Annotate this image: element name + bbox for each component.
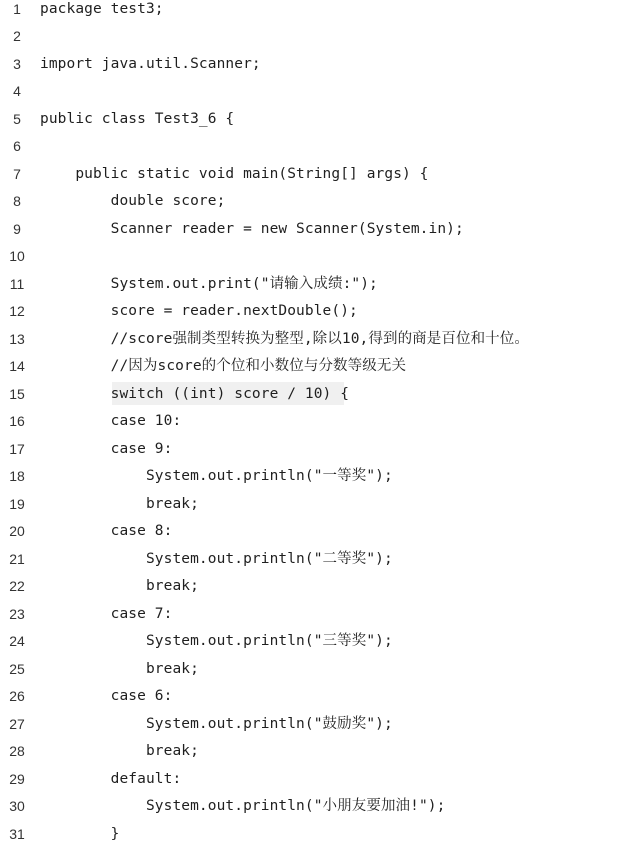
code-line[interactable]: [0, 738, 619, 766]
line-number: 3: [13, 55, 21, 72]
line-code[interactable]: case 8:: [40, 523, 173, 539]
code-line[interactable]: [0, 820, 619, 848]
line-number: 16: [9, 413, 25, 430]
code-line[interactable]: [0, 490, 619, 518]
line-number: 15: [9, 385, 25, 402]
code-line[interactable]: [0, 23, 619, 51]
line-number: 8: [13, 193, 21, 210]
line-code[interactable]: //score强制类型转换为整型,除以10,得到的商是百位和十位。: [40, 330, 529, 347]
line-number: 9: [13, 220, 21, 237]
line-code[interactable]: package test3;: [40, 0, 164, 17]
line-code[interactable]: break;: [40, 578, 199, 594]
line-code[interactable]: double score;: [40, 193, 226, 209]
line-number: 2: [13, 28, 21, 45]
line-number: 18: [9, 468, 25, 485]
line-number: 13: [9, 330, 25, 347]
line-code[interactable]: System.out.println("三等奖");: [40, 633, 393, 649]
code-line[interactable]: [0, 765, 619, 793]
code-line[interactable]: [0, 243, 619, 271]
line-number: 1: [13, 0, 21, 17]
line-number: 19: [9, 495, 25, 512]
line-code[interactable]: System.out.println("二等奖");: [40, 550, 393, 567]
code-line[interactable]: [0, 408, 619, 436]
code-line[interactable]: [0, 215, 619, 243]
line-number: 10: [9, 248, 25, 265]
code-line[interactable]: [0, 710, 619, 738]
line-number: 21: [9, 550, 25, 567]
line-number: 11: [9, 275, 25, 292]
line-number: 14: [9, 358, 25, 375]
code-line[interactable]: [0, 50, 619, 78]
line-code[interactable]: break;: [40, 660, 199, 677]
code-line[interactable]: [0, 188, 619, 216]
code-line[interactable]: [0, 628, 619, 656]
line-number: 22: [9, 578, 25, 595]
line-code[interactable]: case 7:: [40, 605, 173, 622]
code-line[interactable]: [0, 518, 619, 546]
line-number: 6: [13, 138, 21, 155]
line-number: 28: [9, 743, 25, 760]
line-code[interactable]: case 10:: [40, 413, 182, 429]
line-code[interactable]: System.out.println("一等奖");: [40, 468, 393, 484]
code-line[interactable]: [0, 655, 619, 683]
line-number: 31: [9, 825, 25, 842]
code-line[interactable]: [0, 160, 619, 188]
line-number: 20: [9, 523, 25, 540]
line-code[interactable]: case 6:: [40, 688, 173, 704]
line-code[interactable]: }: [40, 825, 120, 842]
code-line[interactable]: [0, 545, 619, 573]
line-code[interactable]: //因为score的个位和小数位与分数等级无关: [40, 358, 407, 374]
line-code[interactable]: import java.util.Scanner;: [40, 55, 261, 72]
code-line[interactable]: [0, 0, 619, 23]
line-code[interactable]: break;: [40, 743, 199, 759]
line-number: 25: [9, 660, 25, 677]
line-number: 12: [9, 303, 25, 320]
code-line[interactable]: [0, 463, 619, 491]
line-number: 24: [9, 633, 25, 650]
code-line[interactable]: [0, 600, 619, 628]
line-code[interactable]: score = reader.nextDouble();: [40, 303, 358, 319]
line-number: 17: [9, 440, 25, 457]
line-number: 4: [13, 83, 21, 100]
line-number: 23: [9, 605, 25, 622]
line-number: 27: [9, 715, 25, 732]
code-line[interactable]: [0, 573, 619, 601]
line-code[interactable]: Scanner reader = new Scanner(System.in);: [40, 220, 464, 237]
code-line[interactable]: [0, 380, 619, 408]
code-line[interactable]: [0, 105, 619, 133]
code-line[interactable]: [0, 683, 619, 711]
code-line[interactable]: [0, 78, 619, 106]
code-line[interactable]: [0, 353, 619, 381]
line-code[interactable]: System.out.print("请输入成绩:");: [40, 275, 378, 292]
line-number: 7: [13, 165, 21, 182]
line-code[interactable]: public static void main(String[] args) {: [40, 165, 429, 182]
code-line[interactable]: [0, 270, 619, 298]
code-line[interactable]: [0, 793, 619, 821]
line-code[interactable]: default:: [40, 770, 182, 787]
line-code[interactable]: public class Test3_6 {: [40, 110, 235, 127]
line-number: 26: [9, 688, 25, 705]
line-number: 29: [9, 770, 25, 787]
code-line[interactable]: [0, 325, 619, 353]
line-code[interactable]: System.out.println("鼓励奖");: [40, 715, 393, 732]
line-code[interactable]: System.out.println("小朋友要加油!");: [40, 798, 446, 814]
line-code[interactable]: break;: [40, 495, 199, 512]
code-line[interactable]: [0, 298, 619, 326]
line-code[interactable]: case 9:: [40, 440, 173, 457]
code-line[interactable]: [0, 435, 619, 463]
code-line[interactable]: [0, 133, 619, 161]
line-code[interactable]: switch ((int) score / 10) {: [40, 385, 350, 402]
line-number: 5: [13, 110, 21, 127]
line-number: 30: [9, 798, 25, 815]
